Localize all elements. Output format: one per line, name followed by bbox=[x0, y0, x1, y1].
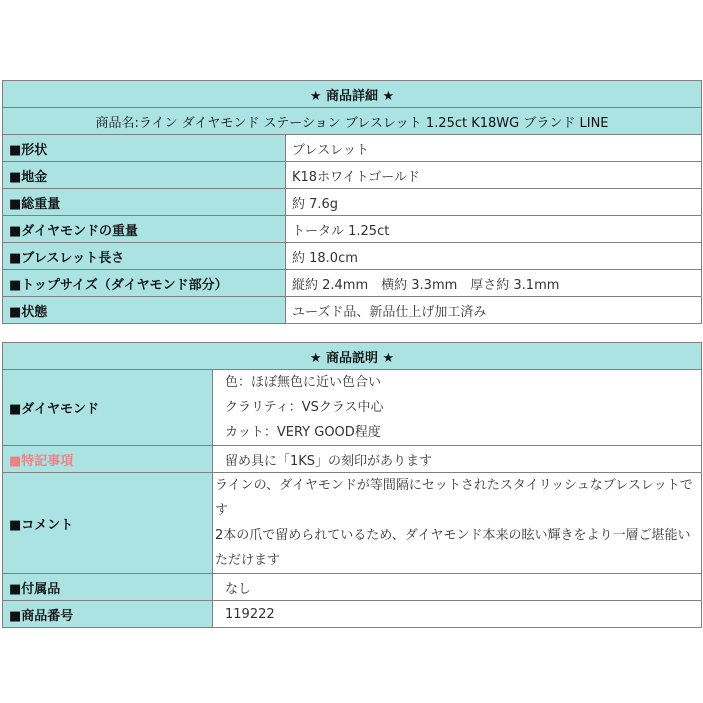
table-row bbox=[3, 189, 702, 216]
comment-value bbox=[213, 473, 702, 574]
comment-line: ラインの、ダイヤモンドが等間隔にセットされたスタイリッシュなブレスレットです bbox=[215, 478, 693, 518]
product-number-value: 119222 bbox=[213, 601, 702, 628]
table-row bbox=[3, 446, 702, 473]
table-row bbox=[3, 574, 702, 601]
table-row bbox=[3, 216, 702, 243]
special-notes-label: ■特記事項 bbox=[3, 446, 213, 473]
table-row bbox=[3, 473, 702, 574]
row-value: ユーズド品、新品仕上げ加工済み bbox=[286, 297, 702, 324]
diamond-value bbox=[213, 370, 702, 446]
comment-label: ■コメント bbox=[3, 473, 213, 574]
row-label: ■ダイヤモンドの重量 bbox=[3, 216, 286, 243]
details-header: ★ 商品詳細 ★ bbox=[3, 81, 702, 108]
table-row bbox=[3, 243, 702, 270]
product-description-table bbox=[2, 342, 702, 628]
row-value: ブレスレット bbox=[286, 135, 702, 162]
diamond-label: ■ダイヤモンド bbox=[3, 370, 213, 446]
special-notes-value: 留め具に「1KS」の刻印があります bbox=[213, 446, 702, 473]
table-row bbox=[3, 162, 702, 189]
row-label: ■状態 bbox=[3, 297, 286, 324]
product-name: 商品名:ライン ダイヤモンド ステーション ブレスレット 1.25ct K18WG ブランド LINE bbox=[3, 108, 702, 135]
diamond-color: 色：ほぼ無色に近い色合い bbox=[225, 375, 382, 390]
row-value: トータル 1.25ct bbox=[286, 216, 702, 243]
table-row bbox=[3, 297, 702, 324]
row-value: K18ホワイトゴールド bbox=[286, 162, 702, 189]
accessories-value: なし bbox=[213, 574, 702, 601]
row-label: ■地金 bbox=[3, 162, 286, 189]
comment-line: 2本の爪で留められているため、ダイヤモンド本来の眩い輝きをより一層ご堪能いただけます bbox=[215, 528, 691, 568]
product-details-table bbox=[2, 80, 702, 324]
row-label: ■形状 bbox=[3, 135, 286, 162]
diamond-clarity: クラリティ：VSクラス中心 bbox=[225, 400, 384, 415]
description-header: ★ 商品説明 ★ bbox=[3, 343, 702, 370]
table-row bbox=[3, 370, 702, 446]
diamond-cut: カット：VERY GOOD程度 bbox=[225, 425, 381, 440]
table-row bbox=[3, 601, 702, 628]
row-value: 約 7.6g bbox=[286, 189, 702, 216]
row-value: 縦約 2.4mm 横約 3.3mm 厚さ約 3.1mm bbox=[286, 270, 702, 297]
accessories-label: ■付属品 bbox=[3, 574, 213, 601]
row-label: ■ブレスレット長さ bbox=[3, 243, 286, 270]
row-value: 約 18.0cm bbox=[286, 243, 702, 270]
row-label: ■トップサイズ（ダイヤモンド部分） bbox=[3, 270, 286, 297]
table-row bbox=[3, 270, 702, 297]
row-label: ■総重量 bbox=[3, 189, 286, 216]
table-row bbox=[3, 135, 702, 162]
product-number-label: ■商品番号 bbox=[3, 601, 213, 628]
